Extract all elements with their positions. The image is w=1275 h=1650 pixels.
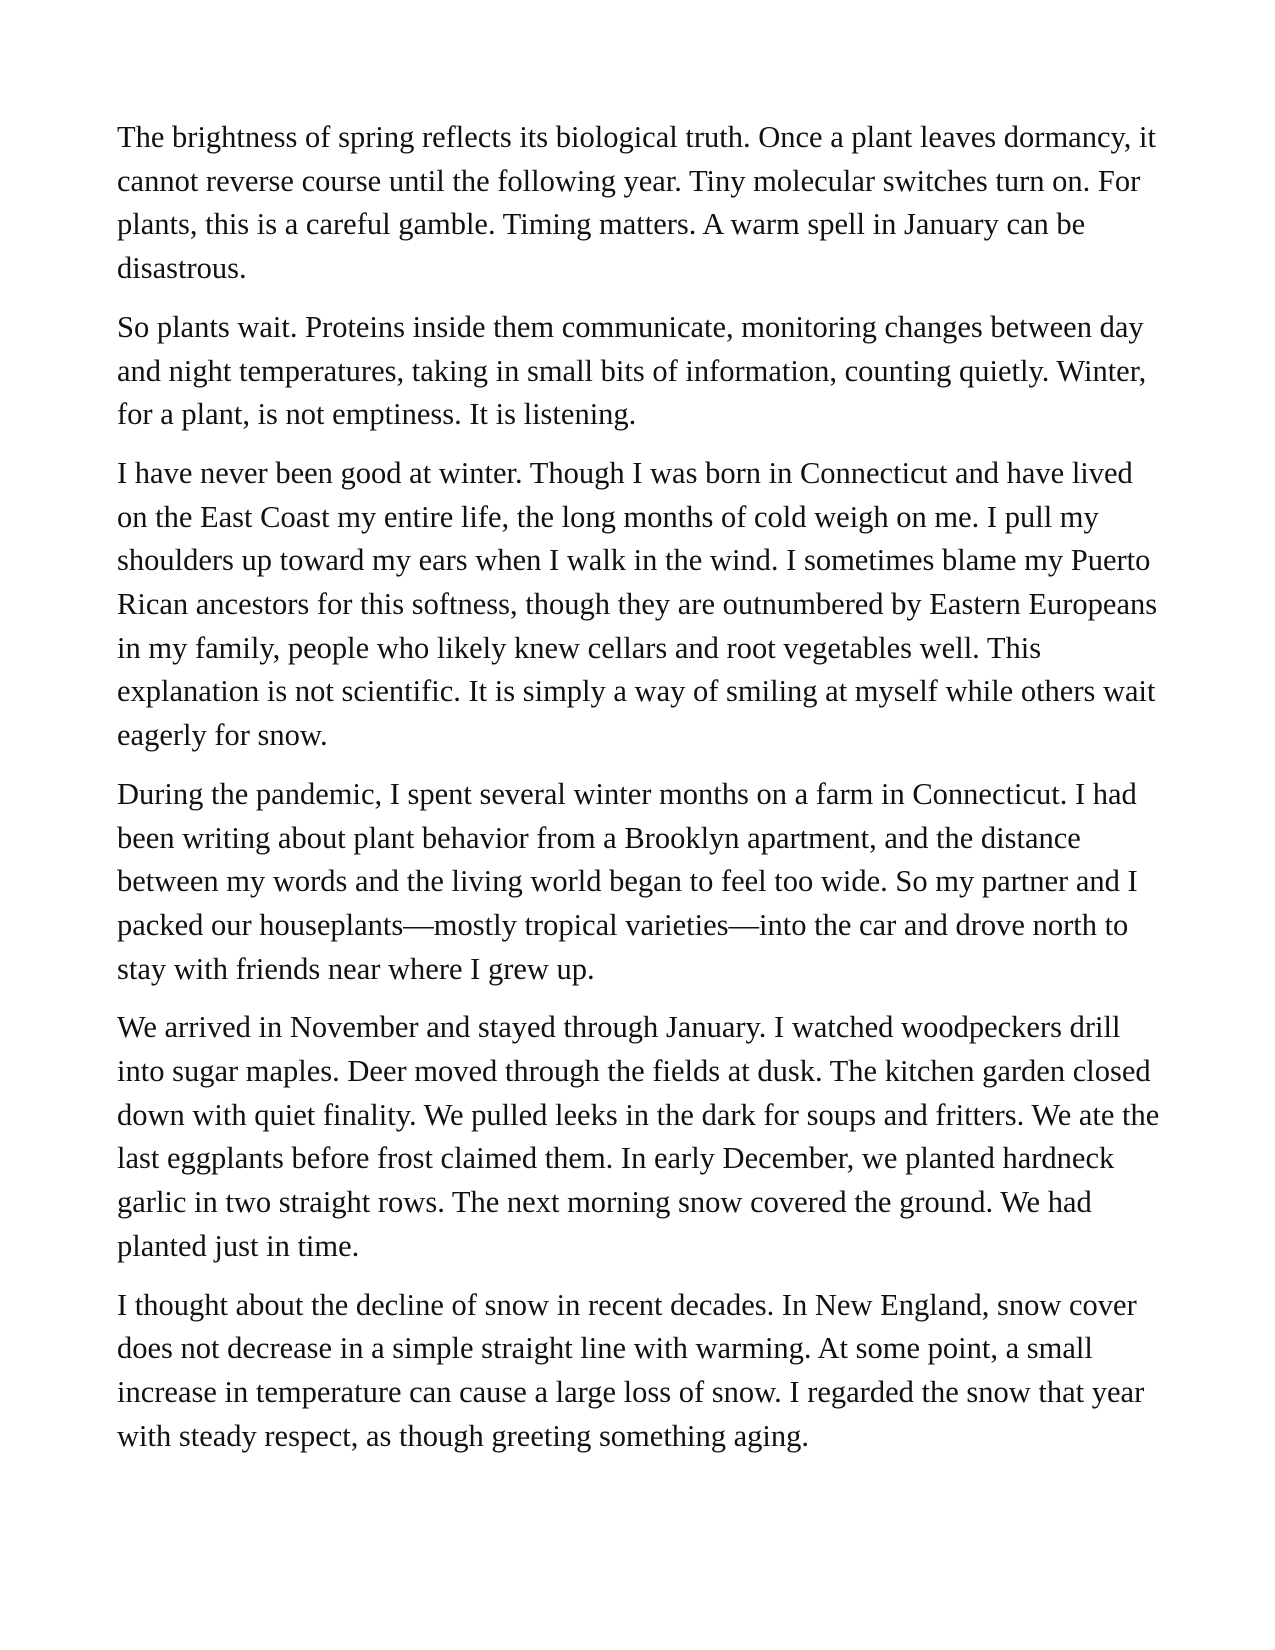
paragraph-1: The brightness of spring reflects its biological truth. Once a plant leaves dormancy, it cannot reverse course until the following year. Tiny molecular switches turn on. For plants, this is a careful gamble. Timing matters. A warm spell in January can be disastrous.: [117, 120, 1156, 286]
paragraph-4: During the pandemic, I spent several winter months on a farm in Connecticut. I had been writing about plant behavior from a Brooklyn apartment, and the distance between my words and the living world began to feel too wide. So my partner and I packed our houseplants—mostly tropical varieties—into the car and drove north to stay with friends near where I grew up.: [117, 776, 1138, 986]
paragraph-5: We arrived in November and stayed through January. I watched woodpeckers drill into sugar maples. Deer moved through the fields at dusk. The kitchen garden closed down with quiet finality. We pulled leeks in the dark for soups and fritters. We ate the last eggplants before frost claimed them. In early December, we planted hardneck garlic in two straight rows. The next morning snow covered the ground. We had planted just in time.: [117, 1010, 1160, 1263]
paragraph-3: I have never been good at winter. Though I was born in Connecticut and have lived on the East Coast my entire life, the long months of cold weigh on me. I pull my shoulders up toward my ears when I walk in the wind. I sometimes blame my Puerto Rican ancestors for this softness, though they are outnumbered by Eastern Europeans in my family, people who likely knew cellars and root vegetables well. This explanation is not scientific. It is simply a way of smiling at myself while others wait eagerly for snow.: [117, 455, 1158, 753]
paragraph-2: So plants wait. Proteins inside them communicate, monitoring changes between day and night temperatures, taking in small bits of information, counting quietly. Winter, for a plant, is not emptiness. It is listening.: [117, 309, 1147, 432]
paragraph-6: I thought about the decline of snow in recent decades. In New England, snow cover does not decrease in a simple straight line with warming. At some point, a small increase in temperature can cause a large loss of snow. I regarded the snow that year with steady respect, as though greeting something aging.: [117, 1287, 1145, 1453]
document-body: [117, 116, 1167, 1473]
